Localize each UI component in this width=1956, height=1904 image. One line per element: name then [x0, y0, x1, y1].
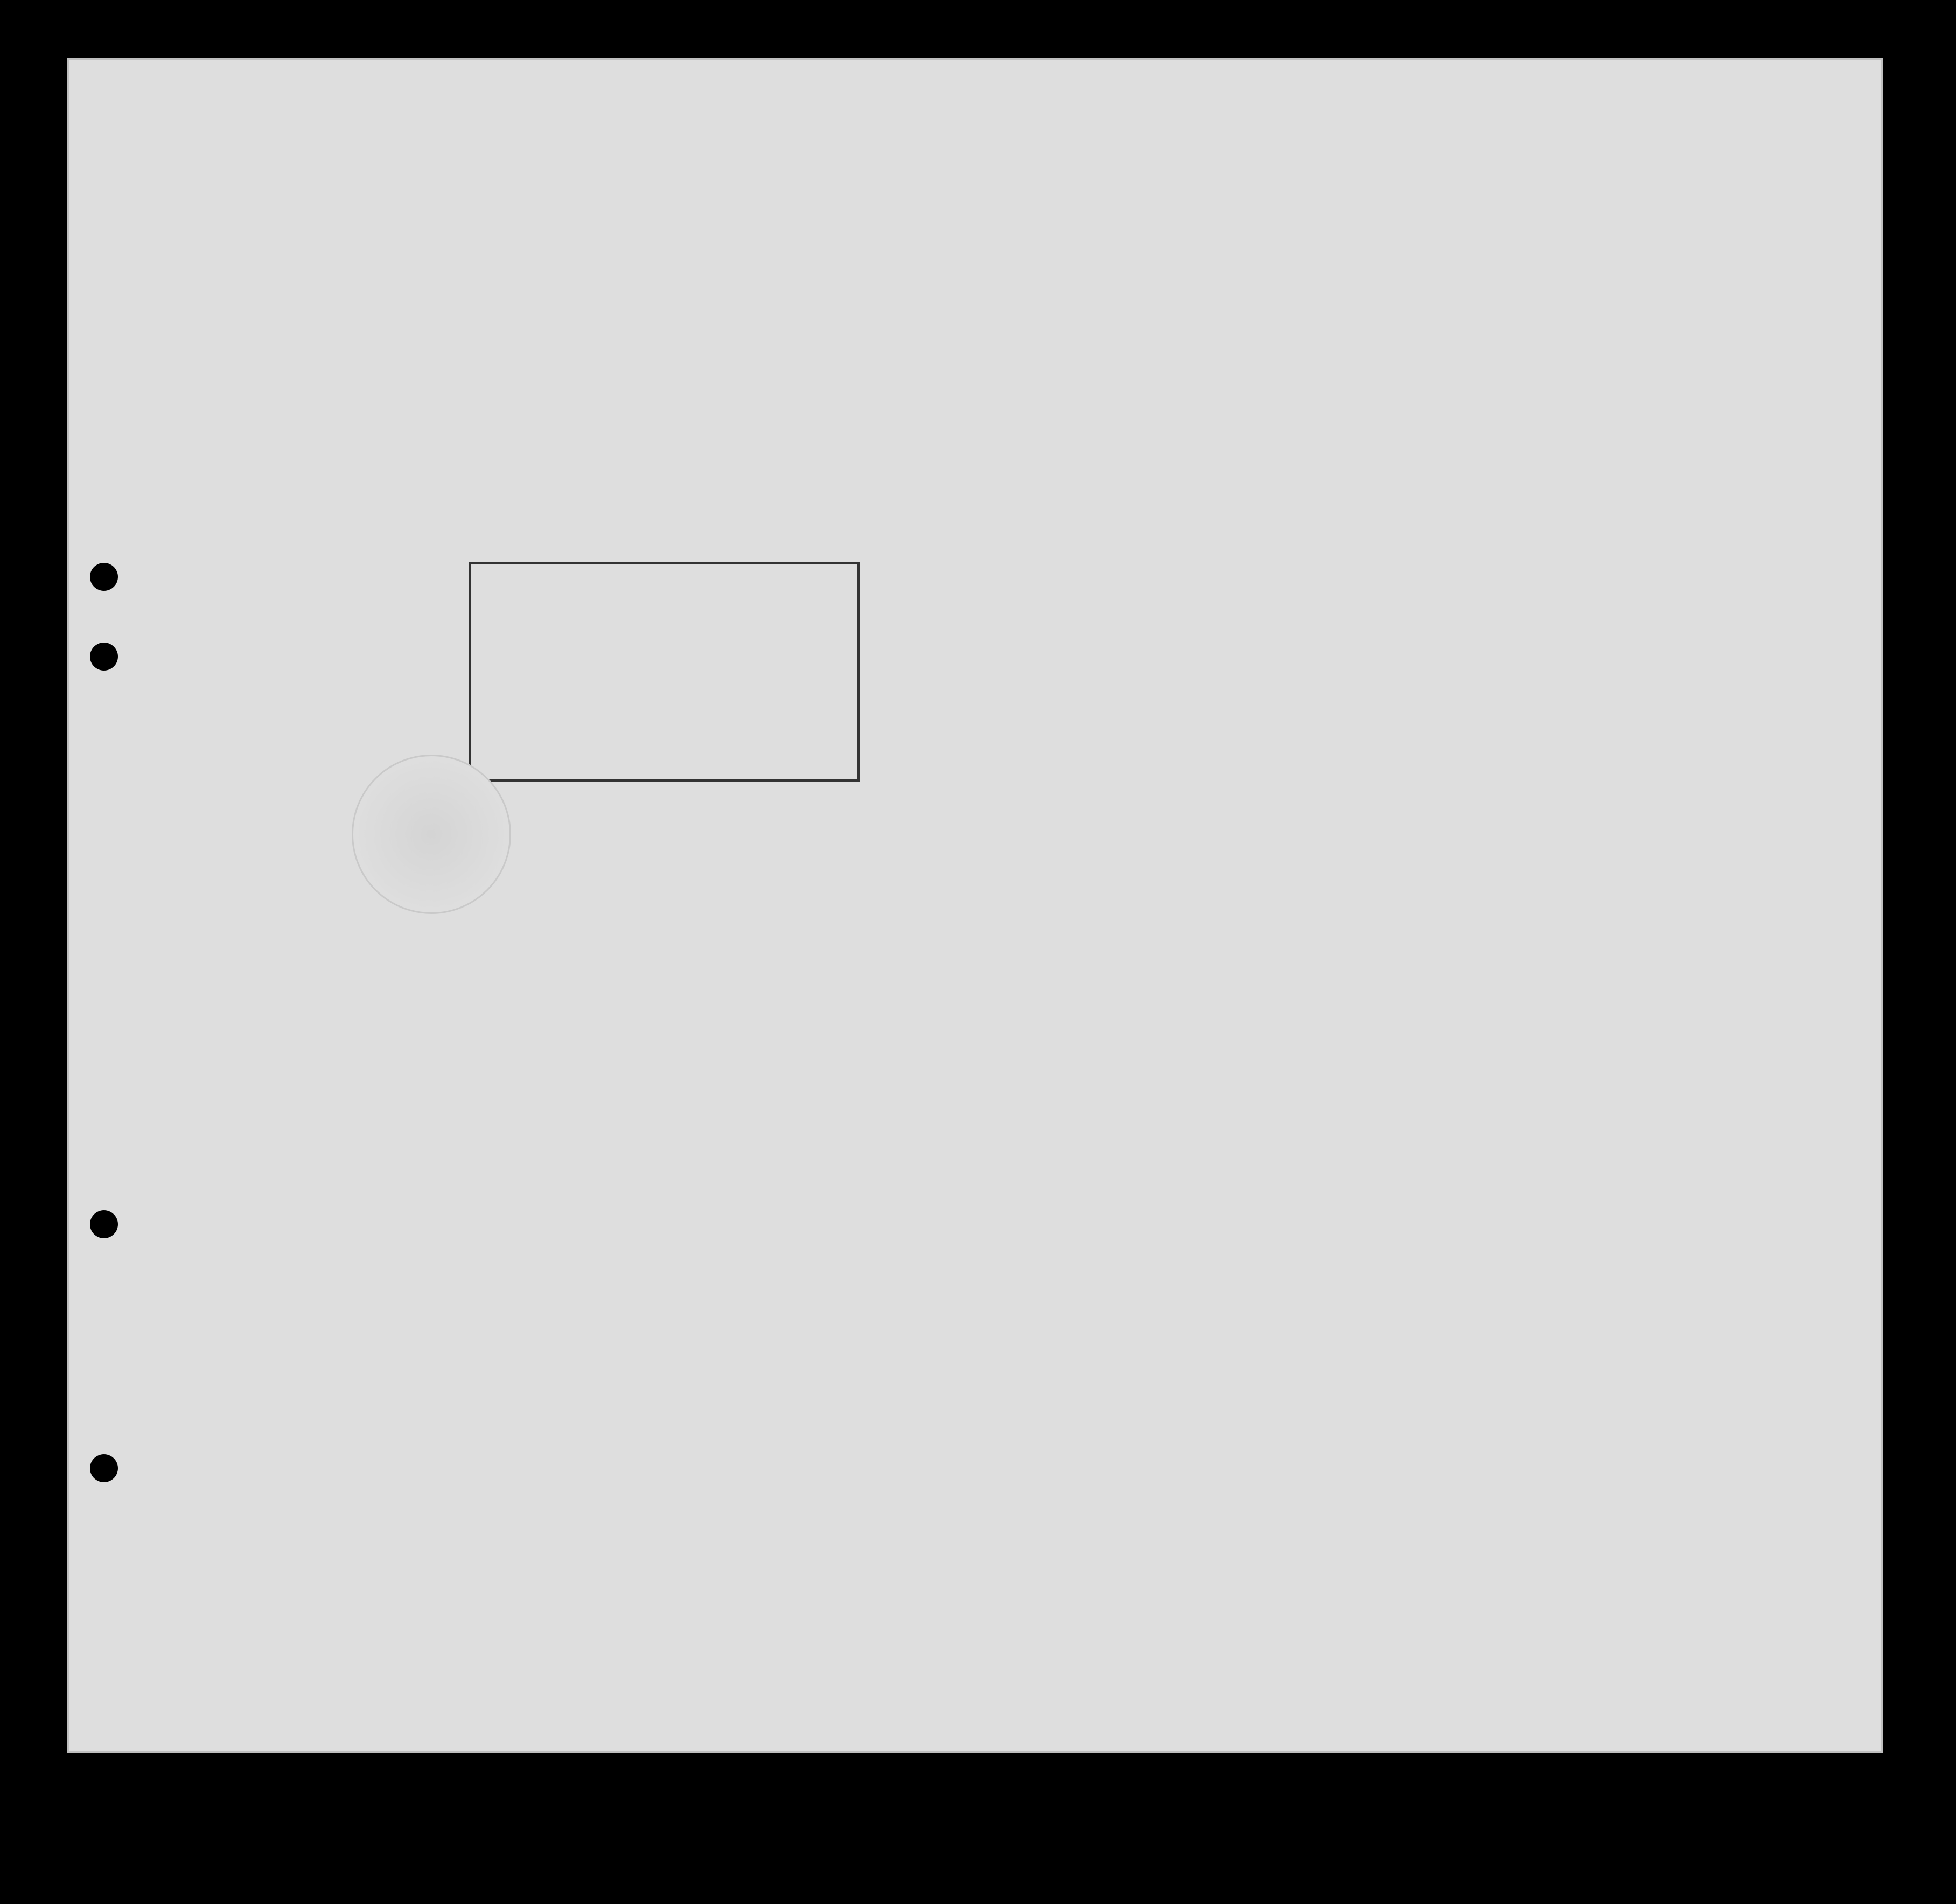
- binder-hole: [90, 563, 118, 591]
- manifest-grid: [69, 60, 1881, 1751]
- embossed-seal: [352, 755, 511, 914]
- binder-hole: [90, 1454, 118, 1482]
- binder-hole: [90, 1210, 118, 1238]
- binder-hole: [90, 643, 118, 671]
- consulate-stamp: [469, 562, 860, 782]
- manifest-sheet: [67, 58, 1883, 1753]
